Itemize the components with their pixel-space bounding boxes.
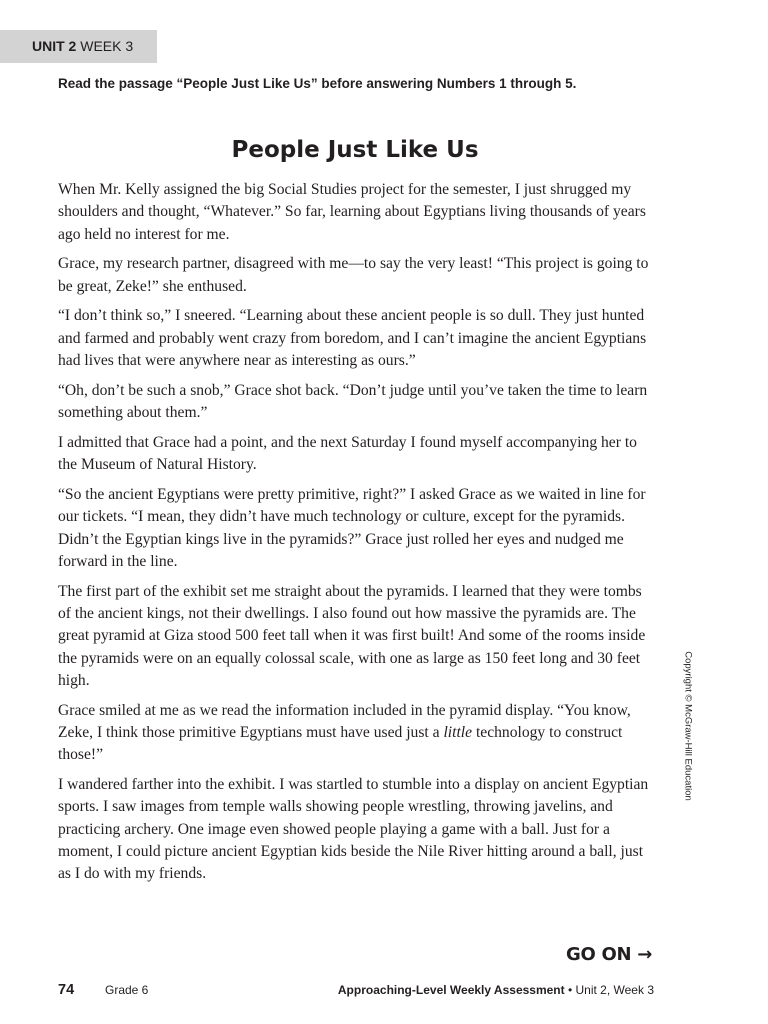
paragraph-1: When Mr. Kelly assigned the big Social Studies project for the semester, I just shrugged my shoulders and thought, “Whatever.” So far, learning about Egyptians living thousands of years ago held no interest for me. <box>58 181 646 243</box>
italic-word: little <box>443 724 473 742</box>
paragraph-5: I admitted that Grace had a point, and the next Saturday I found myself accompanying her to the Museum of Natural History. <box>58 433 637 474</box>
copyright-notice: Copyright © McGraw-Hill Education <box>682 651 694 801</box>
passage-body <box>58 179 654 893</box>
paragraph-3: “I don’t think so,” I sneered. “Learning about these ancient people is so dull. They just hunted and farmed and probably went crazy from boredom, and I can’t imagine the ancient Egyptians had lives that were anywhere near as interesting as ours.” <box>58 307 647 370</box>
unit-label: UNIT 2 <box>32 38 77 54</box>
paragraph-2: Grace, my research partner, disagreed with me—to say the very least! “This project is going to be great, Zeke!” she enthused. <box>58 255 649 295</box>
paragraph-7: The first part of the exhibit set me straight about the pyramids. I learned that they were tombs of the ancient kings, not their dwellings. I also found out how massive the pyramids are. The great pyramid at Giza stood 500 feet tall when it was first built! And some of the rooms inside the pyramids were on an equally colossal scale, with one as large as 150 feet long and 30 feet high. <box>58 582 646 689</box>
instructions: Read the passage “People Just Like Us” before answering Numbers 1 through 5. <box>58 76 577 91</box>
page-number: 74 <box>58 982 75 998</box>
paragraph-6: “So the ancient Egyptians were pretty primitive, right?” I asked Grace as we waited in line for our tickets. “I mean, they didn’t have much technology or culture, except for the pyramids. Didn’t the Egyptian kings live in the pyramids?” Grace just rolled her eyes and nudged me forward in the line. <box>58 486 646 570</box>
paragraph-8 <box>58 700 654 767</box>
assessment-detail: • Unit 2, Week 3 <box>564 983 654 997</box>
assessment-label <box>338 980 654 1000</box>
paragraph-8-text-before: Grace smiled at me as we read the information included in the pyramid display. “You know, Zeke, I think those primitive Egyptians must have used just a <box>58 701 631 742</box>
unit-week-tab <box>0 30 157 63</box>
week-label: WEEK 3 <box>80 38 134 54</box>
paragraph-8-text-after: technology to construct those!” <box>58 724 623 764</box>
grade-label: Grade 6 <box>105 983 149 997</box>
page-footer <box>58 980 654 1000</box>
go-on-label: GO ON → <box>566 944 652 965</box>
paragraph-4: “Oh, don’t be such a snob,” Grace shot back. “Don’t judge until you’ve taken the time to learn something about them.” <box>58 381 648 422</box>
passage-title: People Just Like Us <box>231 137 479 163</box>
assessment-title: Approaching-Level Weekly Assessment <box>337 983 565 997</box>
paragraph-9: I wandered farther into the exhibit. I was startled to stumble into a display on ancient Egyptian sports. I saw images from temple walls showing people wrestling, throwing javelins, and practicing archery. One image even showed people playing a game with a ball. Just for a moment, I could picture ancient Egyptian kids beside the Nile River hitting around a ball, just as I do with my friends. <box>58 776 649 883</box>
